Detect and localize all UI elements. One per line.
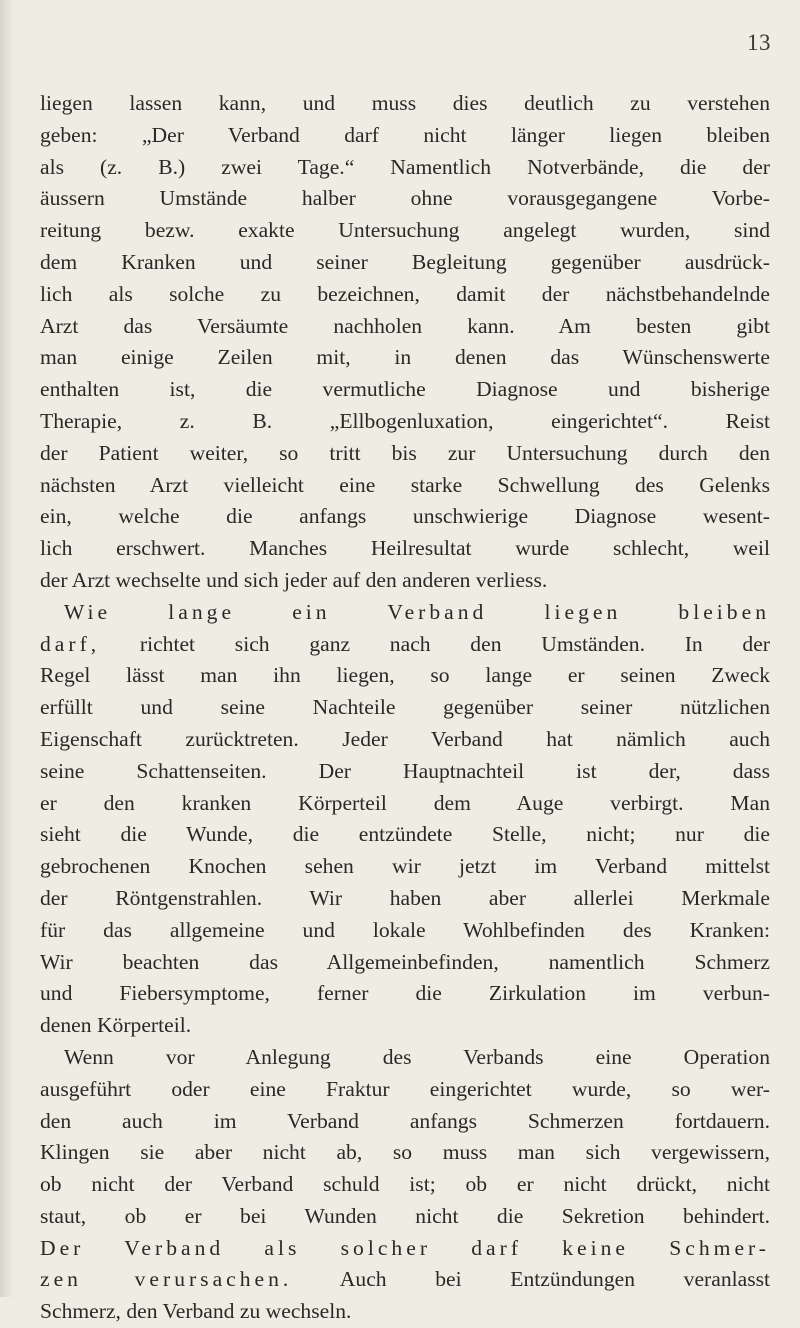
text-line: enthalten ist, die vermutliche Diagnose und bisherige [40, 377, 770, 402]
text-line: Schmerz, den Verband zu wechseln. [40, 1299, 352, 1324]
text-line: Therapie, z. B. „Ellbogenluxation, eingerichtet“. Reist [40, 408, 770, 433]
text-line: seine Schattenseiten. Der Hauptnachteil ist der, dass [40, 758, 770, 783]
text-line: lich erschwert. Manches Heilresultat wurde schlecht, weil [40, 536, 770, 561]
text-line [40, 629, 770, 661]
text-line: der Patient weiter, so tritt bis zur Untersuchung durch den [40, 440, 770, 465]
page-edge [0, 0, 14, 1297]
text-line: erfüllt und seine Nachteile gegenüber seiner nützlichen [40, 695, 770, 720]
text-line: reitung bezw. exakte Untersuchung angelegt wurden, sind [40, 218, 770, 243]
text-span: richtet sich ganz nach den Umständen. In der [100, 631, 770, 656]
text-line: für das allgemeine und lokale Wohlbefinden des Kranken: [40, 917, 770, 942]
emphasis-line: Der Verband als solcher darf keine Schmer- [40, 1235, 770, 1260]
emphasis-text: darf, [40, 631, 101, 656]
text-line: geben: „Der Verband darf nicht länger liegen bleiben [40, 122, 770, 147]
page-number: 13 [747, 30, 771, 55]
text-line: Wir beachten das Allgemeinbefinden, namentlich Schmerz [40, 949, 770, 974]
text-line: der Röntgenstrahlen. Wir haben aber allerlei Merkmale [40, 885, 770, 910]
emphasis-line: Wie lange ein Verband liegen bleiben [64, 599, 770, 624]
text-line: der Arzt wechselte und sich jeder auf den anderen verliess. [40, 567, 548, 592]
text-line: Klingen sie aber nicht ab, so muss man sich vergewissern, [40, 1140, 770, 1165]
text-line: er den kranken Körperteil dem Auge verbirgt. Man [40, 790, 770, 815]
text-span: Auch bei Entzündungen veranlasst [292, 1267, 771, 1292]
text-line: Eigenschaft zurücktreten. Jeder Verband hat nämlich auch [40, 726, 770, 751]
text-line: Wenn vor Anlegung des Verbands eine Operation [64, 1044, 770, 1069]
text-line: sieht die Wunde, die entzündete Stelle, nicht; nur die [40, 822, 770, 847]
text-line: und Fiebersymptome, ferner die Zirkulation im verbun- [40, 981, 770, 1006]
text-line: man einige Zeilen mit, in denen das Wünschenswerte [40, 345, 770, 370]
text-line: dem Kranken und seiner Begleitung gegenüber ausdrück- [40, 249, 770, 274]
text-line: denen Körperteil. [40, 1013, 192, 1038]
text-line: gebrochenen Knochen sehen wir jetzt im Verband mittelst [40, 854, 770, 879]
text-line: als (z. B.) zwei Tage.“ Namentlich Notverbände, die der [40, 154, 770, 179]
text-line: Arzt das Versäumte nachholen kann. Am besten gibt [40, 313, 770, 338]
body-text [40, 88, 770, 1328]
text-line: ob nicht der Verband schuld ist; ob er nicht drückt, nicht [40, 1172, 770, 1197]
text-line: Regel lässt man ihn liegen, so lange er seinen Zweck [40, 663, 770, 688]
text-line: liegen lassen kann, und muss dies deutlich zu verstehen [40, 91, 770, 115]
emphasis-text: zen verursachen. [40, 1267, 293, 1292]
text-line: staut, ob er bei Wunden nicht die Sekretion behindert. [40, 1203, 770, 1228]
text-line: nächsten Arzt vielleicht eine starke Schwellung des Gelenks [40, 472, 770, 497]
text-line: lich als solche zu bezeichnen, damit der nächstbehandelnde [40, 281, 770, 306]
text-line: äussern Umstände halber ohne vorausgegangene Vorbe- [40, 186, 770, 211]
text-line [40, 1264, 770, 1296]
text-line: ein, welche die anfangs unschwierige Diagnose wesent- [40, 504, 770, 529]
text-line: ausgeführt oder eine Fraktur eingerichtet wurde, so wer- [40, 1076, 770, 1101]
text-line: den auch im Verband anfangs Schmerzen fortdauern. [40, 1108, 770, 1133]
